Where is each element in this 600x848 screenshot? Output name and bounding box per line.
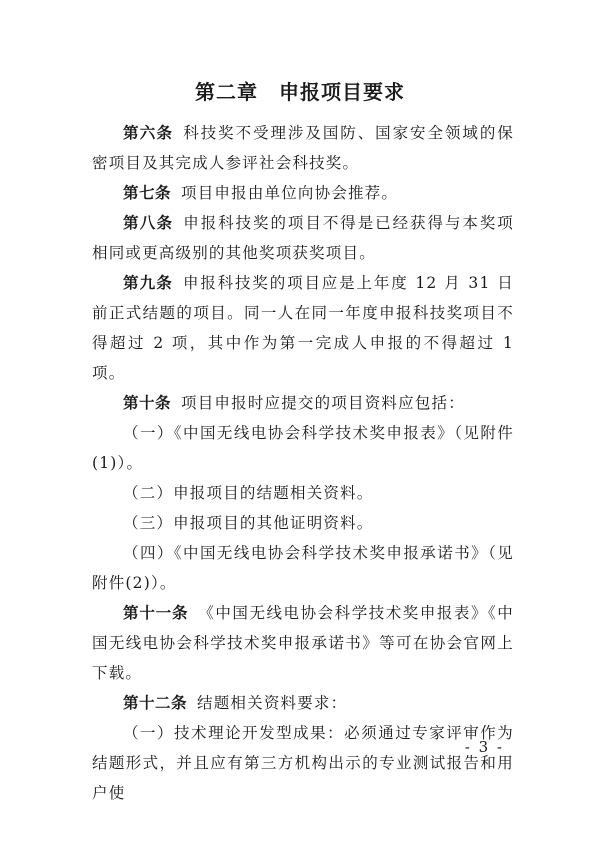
article-label: 第十条 bbox=[123, 394, 172, 412]
list-item-3 bbox=[92, 508, 514, 538]
paragraph-text: 项目申报时应提交的项目资料应包括： bbox=[181, 394, 465, 412]
paragraph-article-8 bbox=[92, 208, 514, 268]
article-label: 第七条 bbox=[123, 184, 172, 202]
article-label: 第六条 bbox=[123, 124, 174, 142]
article-label: 第九条 bbox=[123, 274, 173, 292]
paragraph-article-10 bbox=[92, 388, 514, 418]
paragraph-text: 项目申报由单位向协会推荐。 bbox=[181, 184, 399, 202]
paragraph-text: 申报科技奖的项目应是上年度 12 月 31 日前正式结题的项目。同一人在同一年度申报科技奖项目不得超过 2 项，其中作为第一完成人申报的不得超过 1 项。 bbox=[92, 274, 514, 382]
list-item-4 bbox=[92, 538, 514, 598]
article-label: 第十一条 bbox=[123, 604, 189, 622]
list-item-2 bbox=[92, 478, 514, 508]
paragraph-text: （三）申报项目的其他证明资料。 bbox=[123, 514, 374, 532]
paragraph-article-9 bbox=[92, 268, 514, 388]
chapter-title: 第二章 申报项目要求 bbox=[195, 80, 405, 104]
paragraph-text: 结题相关资料要求： bbox=[197, 694, 348, 712]
paragraph-article-7 bbox=[92, 178, 514, 208]
paragraph-article-6 bbox=[92, 118, 514, 178]
paragraph-text: （四）《中国无线电协会科学技术奖申报承诺书》（见附件(2)）。 bbox=[92, 544, 514, 592]
paragraph-article-11 bbox=[92, 598, 514, 688]
paragraph-article-12 bbox=[92, 688, 514, 718]
paragraph-text: （一）技术理论开发型成果：必须通过专家评审作为结题形式，并且应有第三方机构出示的专业测试报告和用户使 bbox=[92, 724, 514, 802]
list-item-1 bbox=[92, 418, 514, 478]
article-label: 第十二条 bbox=[123, 694, 188, 712]
paragraph-text: （二）申报项目的结题相关资料。 bbox=[123, 484, 374, 502]
article-label: 第八条 bbox=[123, 214, 174, 232]
paragraph-text: 《中国无线电协会科学技术奖申报表》《中国无线电协会科学技术奖申报承诺书》等可在协会官网上下载。 bbox=[92, 604, 514, 682]
list-item-12-1 bbox=[92, 718, 514, 808]
document-body bbox=[92, 118, 514, 808]
paragraph-text: 科技奖不受理涉及国防、国家安全领域的保密项目及其完成人参评社会科技奖。 bbox=[92, 124, 514, 172]
paragraph-text: 申报科技奖的项目不得是已经获得与本奖项相同或更高级别的其他奖项获奖项目。 bbox=[92, 214, 514, 262]
paragraph-text: （一）《中国无线电协会科学技术奖申报表》（见附件(1)）。 bbox=[92, 424, 514, 472]
page-number: - 3 - bbox=[464, 738, 504, 756]
